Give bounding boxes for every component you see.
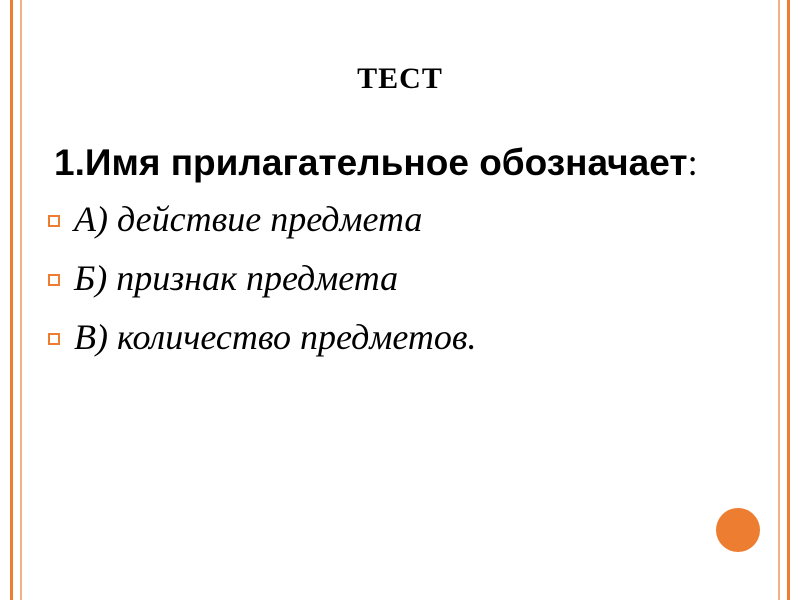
list-item[interactable] <box>48 255 748 302</box>
question-tail: : <box>687 143 698 184</box>
option-label: Б) признак предмета <box>74 257 399 298</box>
page-title: ТЕСТ <box>357 62 443 95</box>
option-label: В) количество предметов. <box>74 316 477 357</box>
square-bullet-icon <box>48 314 74 354</box>
option-label: А) действие предмета <box>74 199 423 240</box>
left-border-line-outer <box>10 0 13 600</box>
square-bullet-icon <box>48 196 74 236</box>
right-border-line-outer <box>787 0 790 600</box>
decorative-circle <box>716 508 760 552</box>
square-bullet-icon <box>48 255 74 295</box>
question-text <box>48 140 748 186</box>
content-block <box>48 140 748 373</box>
list-item[interactable] <box>48 314 748 361</box>
question-lead: 1.Имя прилагательное обозначает <box>54 142 688 183</box>
options-list <box>48 196 748 360</box>
list-item[interactable] <box>48 196 748 243</box>
right-border-line-inner <box>778 0 780 600</box>
left-border-line-inner <box>20 0 22 600</box>
